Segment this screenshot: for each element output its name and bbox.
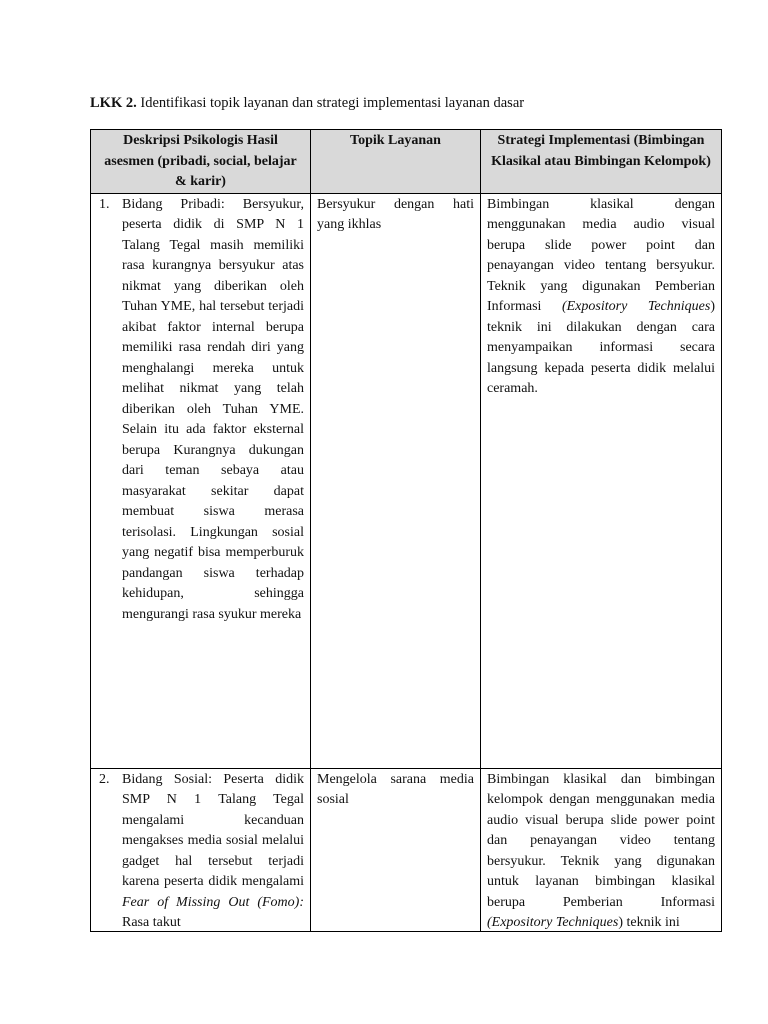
strategy-text-end: ) teknik ini dilakukan dengan cara menyampaikan informasi secara langsung kepada peserta didik melalui ceramah. <box>487 299 715 396</box>
strategy-cell <box>481 193 722 768</box>
strategy-text: Bimbingan klasikal dengan menggunakan media audio visual berupa slide power point dan penayangan video tentang bersyukur. Teknik yang digunakan Pemberian Informasi <box>487 196 715 314</box>
worksheet-label: LKK 2. <box>90 95 137 111</box>
table-row <box>91 768 722 931</box>
description-text-end: Rasa takut <box>122 915 181 930</box>
description-cell <box>91 768 311 931</box>
worksheet-title: Identifikasi topik layanan dan strategi implementasi layanan dasar <box>136 95 525 111</box>
strategy-italic-term: (Expository Techniques <box>561 299 711 314</box>
description-text: Bidang Pribadi: Bersyukur, peserta didik di SMP N 1 Talang Tegal masih memiliki rasa kurangnya bersyukur atas nikmat yang diberikan oleh Tuhan YME, hal tersebut terjadi akibat faktor internal berupa memiliki rasa rendah diri yang menghalangi mereka untuk melihat nikmat yang telah diberikan oleh Tuhan YME. Selain itu ada faktor eksternal berupa Kurangnya dukungan dari teman sebaya atau masyarakat sekitar dapat membuat siswa merasa terisolasi. Lingkungan sosial yang negatif bisa memperburuk pandangan siswa terhadap kehidupan, sehingga mengurangi rasa syukur mereka <box>122 196 304 622</box>
strategy-text-end: ) teknik ini <box>618 915 680 930</box>
header-description: Deskripsi Psikologis Hasil asesmen (pribadi, social, belajar & karir) <box>91 130 311 194</box>
strategy-text: Bimbingan klasikal dan bimbingan kelompok dengan menggunakan media audio visual berupa slide power point dan penayangan video tentang bersyukur. Teknik yang digunakan untuk layanan bimbingan klasikal berupa Pemberian Informasi <box>487 771 715 910</box>
header-topic: Topik Layanan <box>311 130 481 194</box>
description-cell <box>91 193 311 768</box>
topic-cell: Mengelola sarana media sosial <box>311 768 481 931</box>
worksheet-heading <box>90 93 730 113</box>
strategy-italic-term: (Expository Techniques <box>487 915 619 930</box>
description-text-start: Bidang Sosial: Peserta didik SMP N 1 Talang Tegal mengalami kecanduan mengakses media sosial melalui gadget hal tersebut terjadi karena peserta didik mengalami <box>122 771 304 889</box>
row-number: 1. <box>99 196 110 212</box>
row-number: 2. <box>99 771 110 787</box>
service-table <box>90 129 722 932</box>
table-row <box>91 193 722 768</box>
description-italic-term: Fear of Missing Out (Fomo): <box>122 894 304 910</box>
header-strategy: Strategi Implementasi (Bimbingan Klasikal atau Bimbingan Kelompok) <box>481 130 722 194</box>
strategy-cell <box>481 768 722 931</box>
description-text <box>122 770 304 930</box>
topic-cell: Bersyukur dengan hati yang ikhlas <box>311 193 481 768</box>
table-header-row <box>91 130 722 194</box>
